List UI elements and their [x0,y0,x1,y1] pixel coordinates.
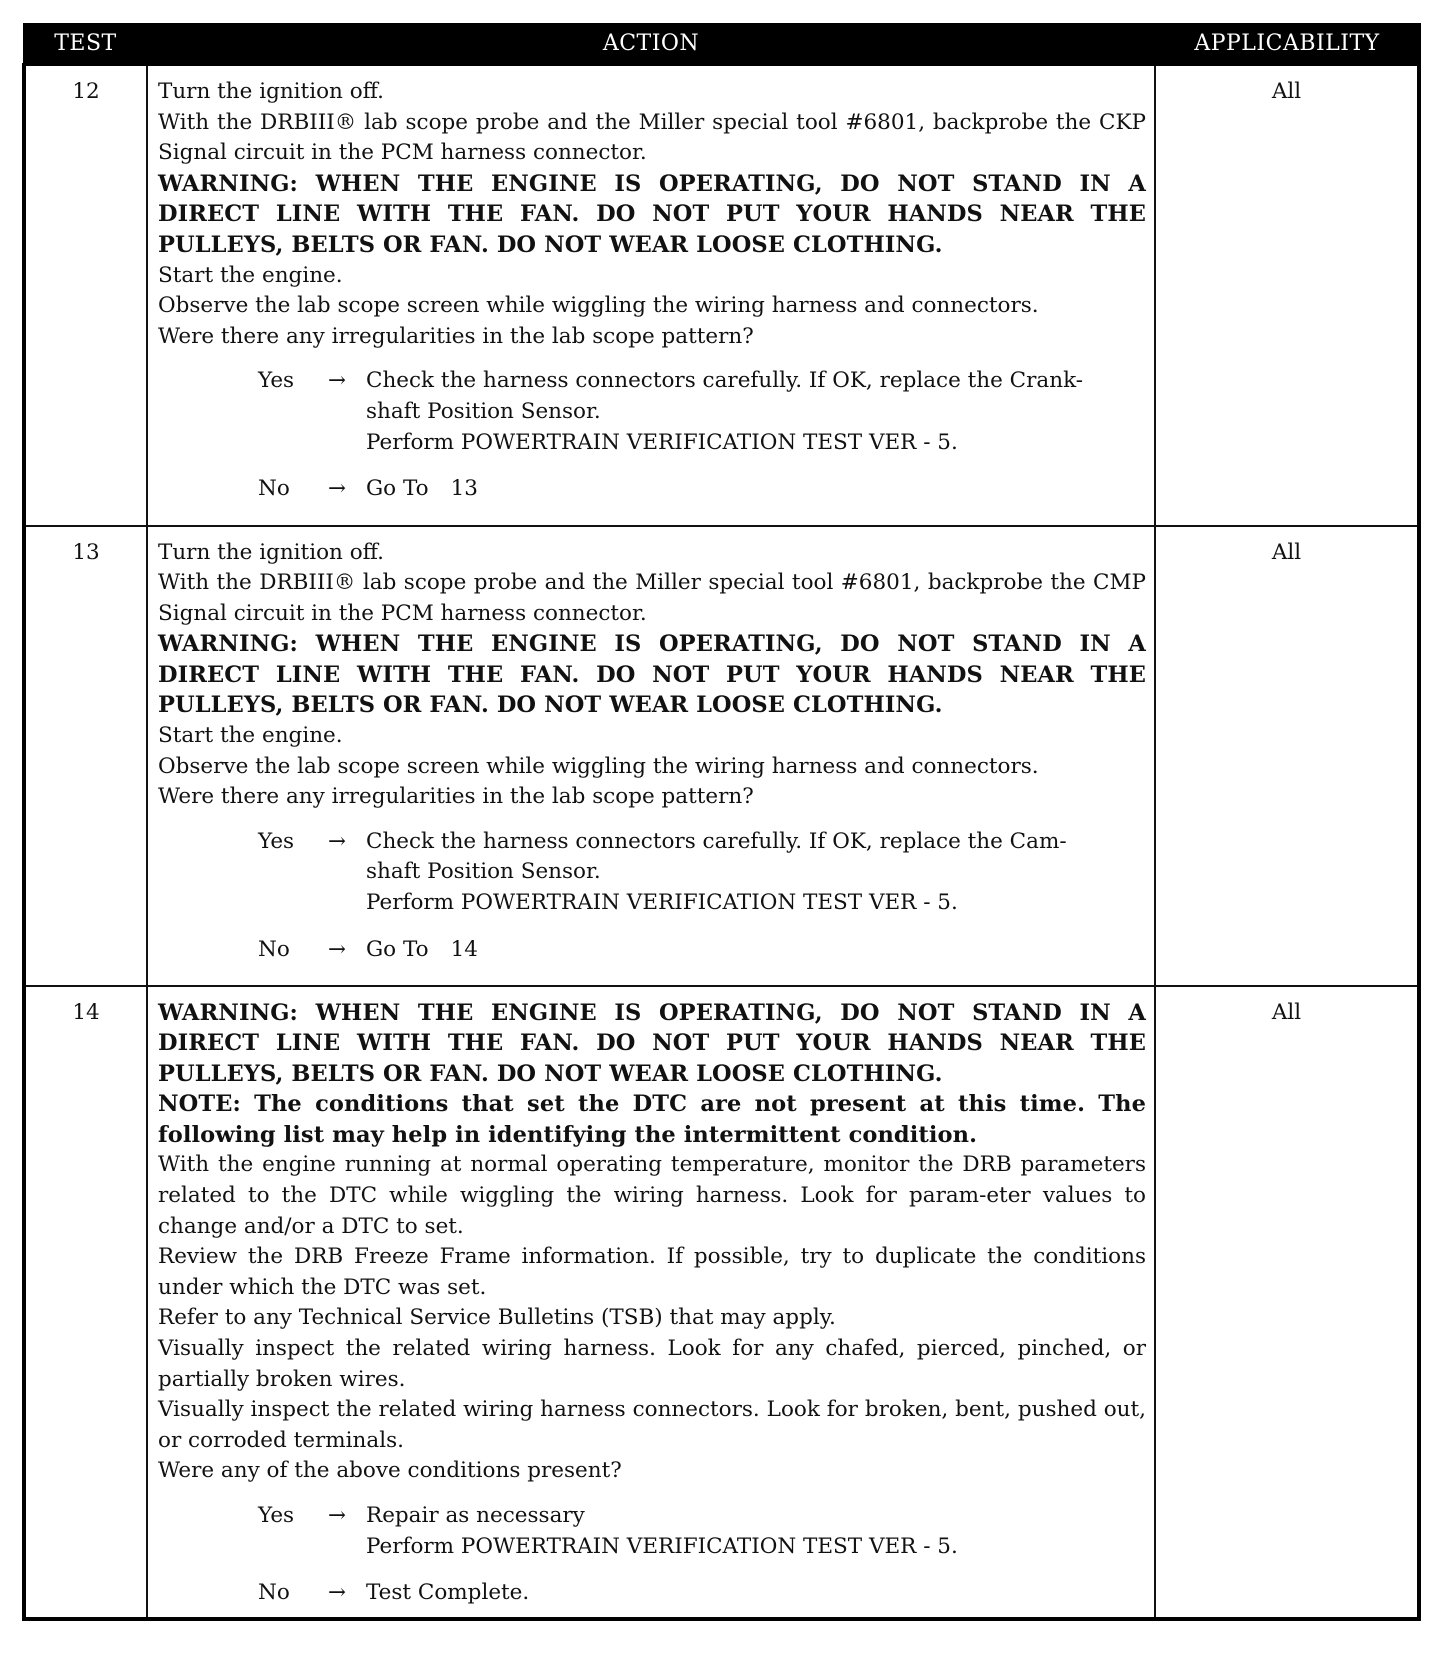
arrow-icon: → [327,368,346,394]
step-text: With the engine running at normal operating temperature, monitor the DRB parameters related to the DTC while wiggling the wiring harness. Look for param-eter values to change and/or a DTC to set. [158,1152,1146,1239]
answer-label: Yes [258,828,295,854]
answer-line: Check the harness connectors carefully. If OK, replace the Cam- [366,828,1067,854]
answer-line: Repair as necessary [366,1503,585,1528]
step-text: Turn the ignition off. [158,79,384,104]
answer-line: shaft Position Sensor. [366,398,601,424]
answer-list [158,366,1146,504]
answer-text: Test Complete. [366,1580,530,1606]
applicability-value: All [1155,65,1419,526]
answer-list [158,1501,1146,1609]
goto-text: Go To [366,936,429,962]
answer-label: No [258,936,290,962]
diagnostic-test-table [22,23,1421,1621]
table-row [24,986,1419,1619]
step-text: With the DRBIII® lab scope probe and the Miller special tool #6801, backprobe the CMP Signal circuit in the PCM harness connector. [158,570,1146,626]
step-text: Turn the ignition off. [158,539,384,565]
step-text: Observe the lab scope screen while wiggling the wiring harness and connectors. [158,753,1039,779]
header-row [24,23,1419,65]
answer-label: Yes [258,1503,295,1528]
test-number: 14 [24,986,147,1619]
arrow-icon: → [327,1503,346,1528]
step-text: Were any of the above conditions present? [158,1458,622,1484]
step-text: Visually inspect the related wiring harness connectors. Look for broken, bent, pushed out, or corroded terminals. [158,1397,1146,1453]
answer-no [258,1578,1146,1609]
answer-line: shaft Position Sensor. [366,859,601,885]
action-cell [147,526,1155,986]
header-applicability: APPLICABILITY [1155,23,1419,65]
warning-text: WARNING: WHEN THE ENGINE IS OPERATING, DO NOT STAND IN A DIRECT LINE WITH THE FAN. DO NOT PUT YOUR HANDS NEAR THE PULLEYS, BELTS OR FAN. DO NOT WEAR LOOSE CLOTHING. [158,631,1146,719]
step-text: Were there any irregularities in the lab scope pattern? [158,323,754,349]
answer-line: Perform POWERTRAIN VERIFICATION TEST VER - 5. [366,1533,958,1559]
answer-list [158,827,1146,965]
goto-target: 14 [450,936,478,962]
step-text: Visually inspect the related wiring harness. Look for any chafed, pierced, pinched, or partially broken wires. [158,1336,1146,1392]
arrow-icon: → [327,828,346,854]
answer-text [366,935,1146,966]
header-test: TEST [24,23,147,65]
warning-text: WARNING: WHEN THE ENGINE IS OPERATING, DO NOT STAND IN A DIRECT LINE WITH THE FAN. DO NOT PUT YOUR HANDS NEAR THE PULLEYS, BELTS OR FAN. DO NOT WEAR LOOSE CLOTHING. [158,170,1146,258]
test-number: 13 [24,526,147,986]
answer-text [366,827,1146,919]
action-cell [147,65,1155,526]
answer-text [366,1501,1146,1562]
answer-no [258,474,1146,505]
answer-label: No [258,1580,290,1606]
table-row [24,526,1419,986]
goto-target: 13 [450,476,478,502]
applicability-value: All [1155,986,1419,1619]
answer-line: Check the harness connectors carefully. If OK, replace the Crank- [366,368,1083,394]
note-text: NOTE: The conditions that set the DTC are not present at this time. The following list may help in identifying the intermittent condition. [158,1091,1146,1148]
step-text: Refer to any Technical Service Bulletins (TSB) that may apply. [158,1305,836,1331]
goto-text: Go To [366,476,429,502]
answer-label: Yes [258,368,295,394]
table-row [24,65,1419,526]
step-text: Start the engine. [158,723,343,749]
step-text: Were there any irregularities in the lab scope pattern? [158,784,754,810]
step-text: With the DRBIII® lab scope probe and the Miller special tool #6801, backprobe the CKP Signal circuit in the PCM harness connector. [158,109,1146,166]
applicability-value: All [1155,526,1419,986]
header-action: ACTION [147,23,1155,65]
test-number: 12 [24,65,147,526]
answer-text [366,366,1146,458]
step-text: Observe the lab scope screen while wiggling the wiring harness and connectors. [158,293,1039,319]
arrow-icon: → [327,476,346,502]
arrow-icon: → [327,936,346,962]
answer-text [366,474,1146,505]
answer-yes [258,827,1146,919]
answer-yes [258,366,1146,458]
answer-line: Perform POWERTRAIN VERIFICATION TEST VER - 5. [366,890,958,916]
step-text: Start the engine. [158,262,343,288]
arrow-icon: → [327,1580,346,1606]
answer-yes [258,1501,1146,1562]
answer-label: No [258,476,290,502]
answer-line: Perform POWERTRAIN VERIFICATION TEST VER - 5. [366,429,958,455]
step-text: Review the DRB Freeze Frame information. If possible, try to duplicate the conditions under which the DTC was set. [158,1244,1146,1300]
warning-text: WARNING: WHEN THE ENGINE IS OPERATING, DO NOT STAND IN A DIRECT LINE WITH THE FAN. DO NOT PUT YOUR HANDS NEAR THE PULLEYS, BELTS OR FAN. DO NOT WEAR LOOSE CLOTHING. [158,999,1146,1087]
answer-no [258,935,1146,966]
action-cell [147,986,1155,1619]
